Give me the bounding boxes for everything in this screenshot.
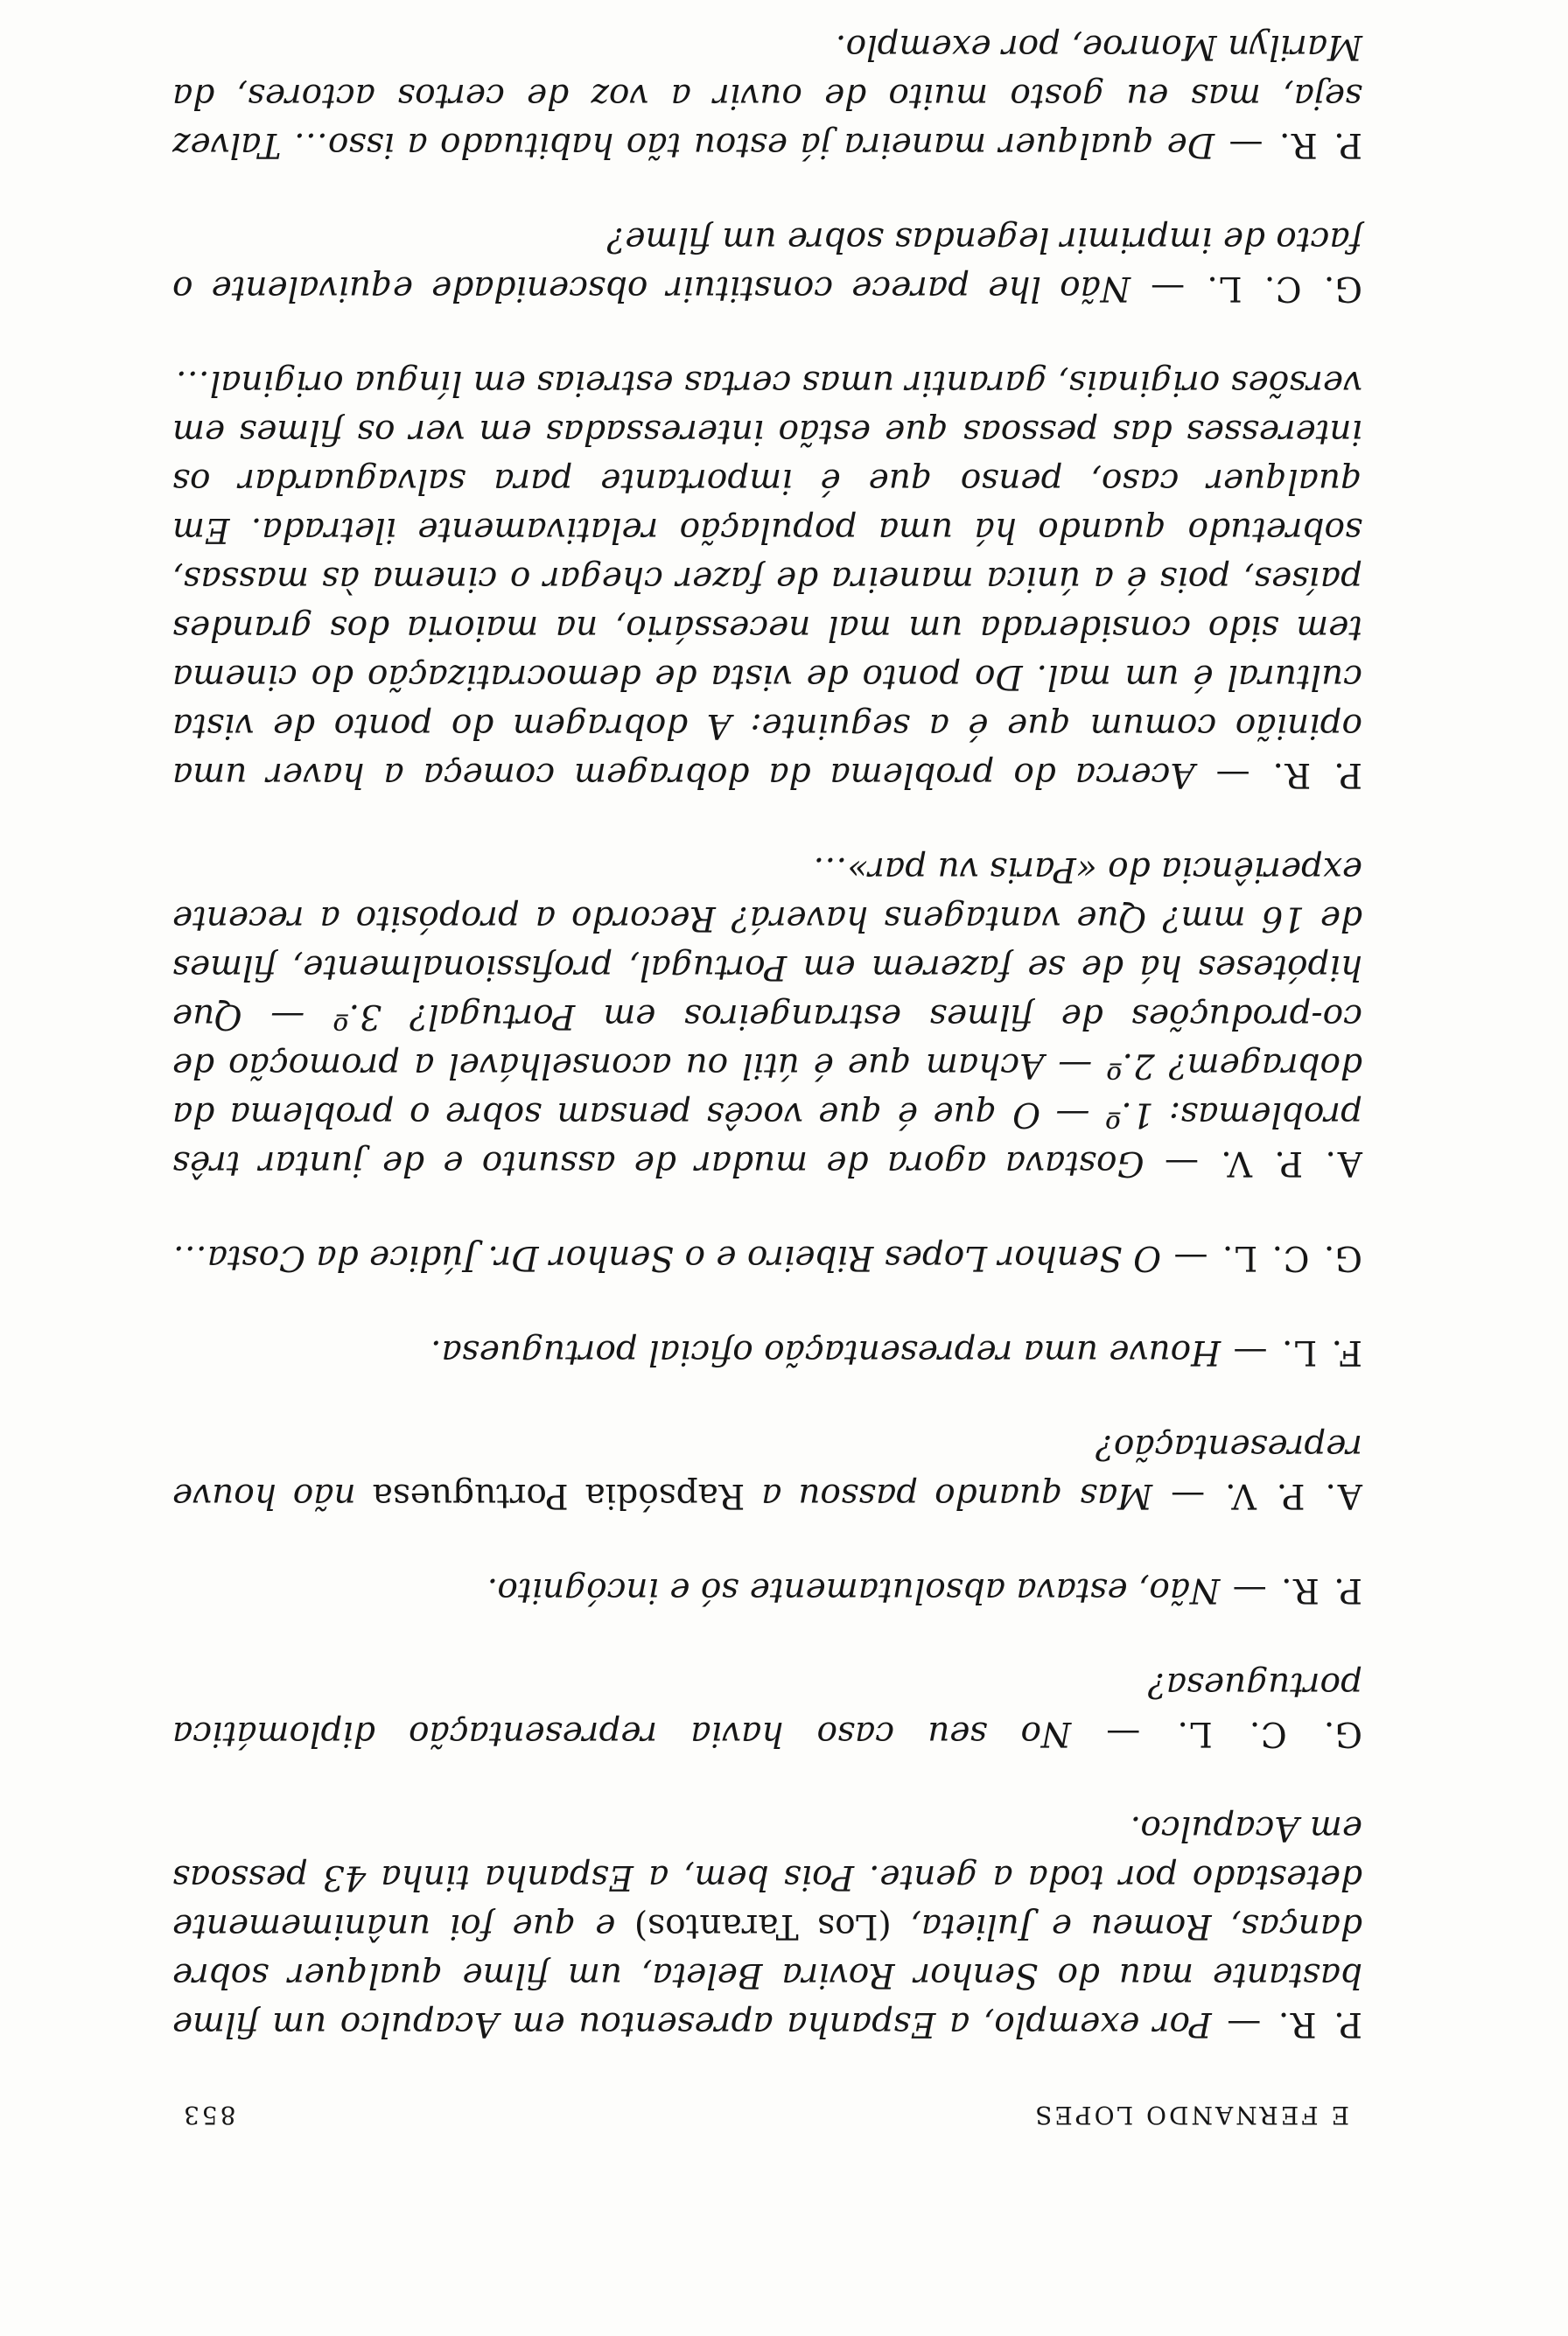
speech-text: Gostava agora de mudar de assunto e de juntar três problemas: 1.º — O que é que vocês pensam sobre o problema da dobragem? 2.º — Acham que é útil ou aconselhável a promoção de co-produções de filmes estrangeiros em Portugal? 3.º — Que hipóteses há de se fazerem em Portugal, profissionalmente, filmes de 16 mm? Que vantagens haverá? Recordo a propósito a recente experiência do «Paris vu par»… xyxy=(172,850,1362,1183)
speaker-initials: G. C. L. — xyxy=(1172,1238,1362,1277)
page-number: 853 xyxy=(181,2101,236,2130)
title-reference: (Los Tarantos) xyxy=(634,1906,892,1946)
speaker-initials: F. L. — xyxy=(1231,1332,1362,1372)
dialogue-paragraph xyxy=(172,1422,1362,1520)
page-content xyxy=(172,0,1362,2139)
interview-text xyxy=(172,0,1362,2048)
speaker-initials: P. R. — xyxy=(1214,755,1362,794)
speaker-initials: G. C. L. — xyxy=(1149,269,1362,308)
dialogue-paragraph xyxy=(172,844,1362,1187)
running-head xyxy=(172,2090,1362,2139)
dialogue-paragraph xyxy=(172,1327,1362,1376)
dialogue-paragraph xyxy=(172,1660,1362,1758)
speech-text: não houve representação? xyxy=(172,1427,1362,1515)
speaker-initials: P. R. — xyxy=(1225,2004,1362,2044)
speaker-initials: P. R. — xyxy=(1230,1570,1362,1610)
dialogue-paragraph xyxy=(172,1565,1362,1614)
speech-text: De qualquer maneira já estou tão habituado a isso… Talvez seja, mas eu gosto muito de ouvir a voz de certos actores, da Marilyn Monroe, por exemplo. xyxy=(172,27,1362,164)
speaker-initials: G. C. L. — xyxy=(1104,1714,1362,1753)
speaker-initials: A. P. V. — xyxy=(1162,1144,1362,1183)
speech-text: Por exemplo, a Espanha apresentou em Acapulco um filme bastante mau do Senhor Rovira Beleta, um filme qualquer sobre danças, Romeu e Julieta, xyxy=(172,1906,1362,2044)
speech-text: e que foi unânimemente detestado por toda a gente. Pois bem, a Espanha tinha 43 pessoas em Acapulco. xyxy=(172,1808,1362,1946)
speaker-initials: A. P. V. — xyxy=(1169,1476,1362,1515)
dialogue-paragraph xyxy=(172,1233,1362,1282)
dialogue-paragraph xyxy=(172,22,1362,169)
dialogue-paragraph xyxy=(172,358,1362,799)
dialogue-paragraph xyxy=(172,214,1362,312)
speech-text: Não, estava absolutamente só e incógnito. xyxy=(486,1570,1231,1610)
dialogue-paragraph xyxy=(172,1803,1362,2048)
speech-text: Não lhe parece constituir obscenidade equivalente o facto de imprimir legendas sobre um filme? xyxy=(172,220,1362,308)
speech-text: Mas quando passou a xyxy=(745,1476,1170,1515)
speech-text: Houve uma representação oficial portuguesa. xyxy=(430,1332,1232,1372)
speaker-initials: P. R. — xyxy=(1227,125,1362,164)
running-head-title: E FERNANDO LOPES xyxy=(1032,2101,1349,2130)
speech-text: No seu caso havia representação diplomática portuguesa? xyxy=(172,1665,1362,1753)
speech-text: O Senhor Lopes Ribeiro e o Senhor Dr. Júdice da Costa… xyxy=(172,1238,1172,1277)
speech-text: Acerca do problema da dobragem começa a haver uma opinião comum que é a seguinte: A dobragem do ponto de vista cultural é um mal. Do ponto de vista de democratização do cinema tem sido considerada um mal necessário, na maioria dos grandes países, pois é a única maneira de fazer chegar o cinema às massas, sobretudo quando há uma população relativamente iletrada. Em qualquer caso, penso que é importante para salvaguardar os interesses das pessoas que estão interessadas em ver os filmes em versões originais, garantir umas certas estreias em língua original… xyxy=(172,363,1362,794)
title-reference: Rapsódia Portuguesa xyxy=(372,1476,746,1515)
